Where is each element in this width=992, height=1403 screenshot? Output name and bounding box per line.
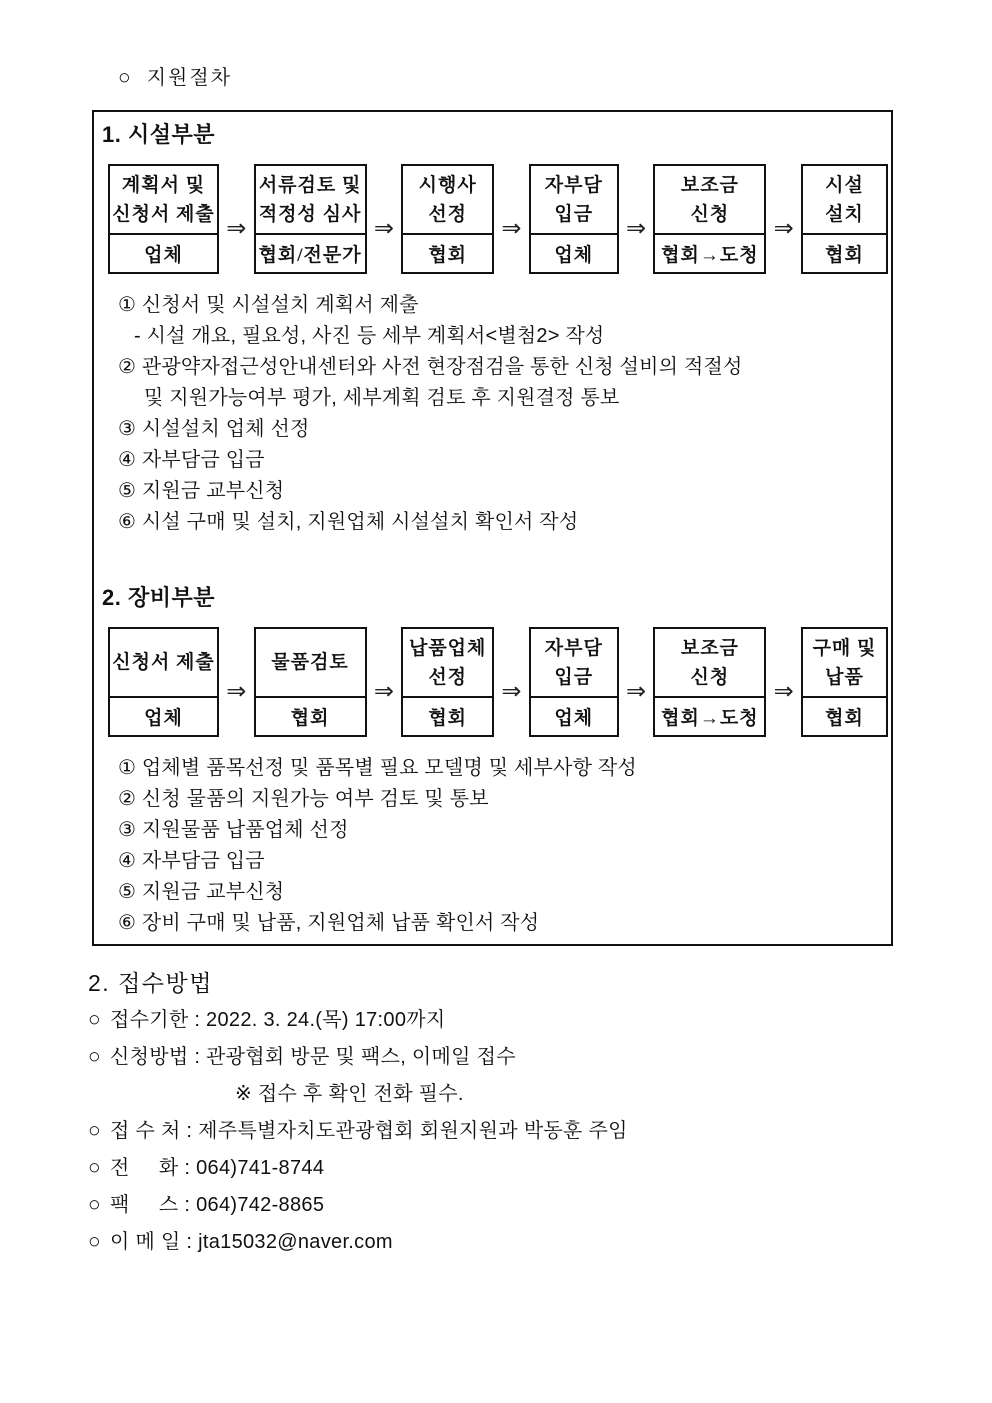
support-procedure-heading [118, 0, 992, 90]
flow-box-line1: 납품업체 [408, 637, 487, 659]
step-line: ⑥ 시설 구매 및 설치, 지원업체 시설설치 확인서 작성 [118, 511, 579, 533]
flow-box-equipment-6 [801, 627, 888, 737]
flow-box-owner: 협회→도청 [661, 245, 759, 266]
method-item-fax [88, 1193, 992, 1217]
step-line: ② 신청 물품의 지원가능 여부 검토 및 통보 [118, 788, 489, 810]
procedure-outline-box [92, 110, 893, 946]
method-item-text: 전 화 : 064)741-8744 [110, 1157, 325, 1179]
flow-arrow-icon: ⇒ [373, 215, 394, 242]
circle-bullet-icon: ○ [88, 1008, 101, 1031]
flow-box-line2: 입금 [554, 203, 594, 225]
flow-box-label [256, 629, 365, 698]
flow-box-line2: 선정 [428, 203, 468, 225]
flow-box-equipment-1 [108, 627, 219, 737]
flow-box-label [655, 166, 764, 235]
circle-bullet-icon: ○ [88, 1230, 101, 1253]
flow-box-line1: 보조금 [680, 637, 739, 659]
flow-box-label [110, 166, 217, 235]
application-method-list [88, 1008, 992, 1254]
facility-step-list [118, 290, 877, 538]
method-item-how-to-apply [88, 1045, 992, 1069]
flow-box-facility-6 [801, 164, 888, 274]
method-item-text: 접 수 처 : 제주특별자치도관광협회 회원지원과 박동훈 주임 [110, 1120, 628, 1142]
flow-box-owner: 협회 [428, 708, 468, 729]
application-method-title: 2. 접수방법 [88, 970, 213, 996]
flow-box-line2: 입금 [554, 666, 594, 688]
method-item-text: 팩 스 : 064)742-8865 [110, 1194, 325, 1216]
flow-arrow-icon: ⇒ [226, 215, 247, 242]
method-item-text: 접수기한 : 2022. 3. 24.(목) 17:00까지 [110, 1009, 446, 1031]
flow-arrow-icon: ⇒ [501, 678, 522, 705]
flow-box-owner: 협회 [290, 708, 330, 729]
circle-bullet-icon: ○ [88, 1193, 101, 1216]
step-line: ④ 자부담금 입금 [118, 449, 265, 471]
flow-box-line2: 신청서 제출 [112, 203, 215, 225]
flow-box-line2: 신청 [690, 666, 730, 688]
flow-box-owner: 협회/전문가 [258, 245, 362, 266]
flow-arrow-icon: ⇒ [373, 678, 394, 705]
step-line: ① 업체별 품목선정 및 품목별 필요 모델명 및 세부사항 작성 [118, 757, 637, 779]
flow-box-equipment-5 [653, 627, 766, 737]
flow-box-label [803, 166, 886, 235]
method-item-email [88, 1230, 992, 1254]
equipment-section-title: 2. 장비부분 [102, 585, 215, 610]
step-line: ⑤ 지원금 교부신청 [118, 881, 285, 903]
flow-box-owner: 업체 [144, 708, 183, 729]
flow-box-line2: 선정 [428, 666, 468, 688]
flow-arrow-icon: ⇒ [773, 678, 794, 705]
step-line: - 시설 개요, 필요성, 사진 등 세부 계획서<별첨2> 작성 [134, 325, 605, 347]
flow-box-label [803, 629, 886, 698]
flow-box-line1: 계획서 및 [121, 174, 206, 196]
method-item-phone [88, 1156, 992, 1180]
flow-box-label [403, 629, 492, 698]
circle-bullet-icon: ○ [88, 1119, 101, 1142]
flow-box-line1: 구매 및 [812, 637, 877, 659]
circle-bullet-icon: ○ [88, 1045, 101, 1068]
flow-box-label [531, 629, 617, 698]
flow-box-facility-4 [529, 164, 619, 274]
step-line: ③ 지원물품 납품업체 선정 [118, 819, 349, 841]
facility-section-title: 1. 시설부분 [102, 122, 215, 147]
method-item-text: ※ 접수 후 확인 전화 필수. [235, 1083, 464, 1105]
flow-box-line1: 물품검토 [271, 652, 349, 673]
flow-box-line2: 납품 [825, 666, 864, 688]
step-line: ④ 자부담금 입금 [118, 850, 265, 872]
flow-box-owner: 협회 [428, 245, 468, 266]
flow-box-line2: 신청 [690, 203, 730, 225]
circle-bullet-icon: ○ [118, 66, 133, 89]
step-line: 및 지원가능여부 평가, 세부계획 검토 후 지원결정 통보 [144, 387, 620, 409]
step-line: ⑤ 지원금 교부신청 [118, 480, 285, 502]
flow-box-owner: 업체 [554, 245, 594, 266]
flow-box-label [256, 166, 365, 235]
flow-box-owner: 업체 [144, 245, 183, 266]
flow-box-line1: 시설 [825, 174, 864, 196]
flow-box-facility-2 [254, 164, 367, 274]
method-item-text: 이 메 일 : jta15032@naver.com [110, 1231, 393, 1253]
flow-box-facility-5 [653, 164, 766, 274]
method-item-reception-office [88, 1119, 992, 1143]
flow-box-label [110, 629, 217, 698]
flow-box-line1: 자부담 [544, 637, 603, 659]
flow-arrow-icon: ⇒ [626, 215, 647, 242]
method-item-deadline [88, 1008, 992, 1032]
method-item-note [88, 1082, 992, 1106]
flow-box-line2: 적정성 심사 [258, 203, 362, 225]
flow-arrow-icon: ⇒ [501, 215, 522, 242]
flow-arrow-icon: ⇒ [226, 678, 247, 705]
flow-box-facility-3 [401, 164, 494, 274]
flow-box-equipment-2 [254, 627, 367, 737]
flow-arrow-icon: ⇒ [626, 678, 647, 705]
step-line: ② 관광약자접근성안내센터와 사전 현장점검을 통한 신청 설비의 적절성 [118, 356, 743, 378]
equipment-step-list [118, 753, 877, 939]
flow-box-owner: 협회→도청 [661, 708, 759, 729]
flow-box-line1: 자부담 [544, 174, 603, 196]
flow-box-line1: 서류검토 및 [258, 174, 362, 196]
flow-box-owner: 업체 [554, 708, 594, 729]
flow-box-equipment-3 [401, 627, 494, 737]
circle-bullet-icon: ○ [88, 1156, 101, 1179]
equipment-flowchart [108, 627, 888, 737]
flow-box-line1: 보조금 [680, 174, 739, 196]
empty-bullet [88, 1082, 110, 1106]
facility-flowchart [108, 164, 888, 274]
flow-box-line2: 설치 [825, 203, 864, 225]
method-item-text: 신청방법 : 관광협회 방문 및 팩스, 이메일 접수 [110, 1046, 516, 1068]
flow-arrow-icon: ⇒ [773, 215, 794, 242]
step-line: ③ 시설설치 업체 선정 [118, 418, 310, 440]
flow-box-owner: 협회 [825, 245, 864, 266]
flow-box-equipment-4 [529, 627, 619, 737]
flow-box-line1: 신청서 제출 [112, 652, 215, 673]
flow-box-line1: 시행사 [418, 174, 477, 196]
step-line: ⑥ 장비 구매 및 납품, 지원업체 납품 확인서 작성 [118, 912, 540, 934]
support-procedure-heading-label: 지원절차 [146, 67, 232, 89]
flow-box-facility-1 [108, 164, 219, 274]
flow-box-label [655, 629, 764, 698]
flow-box-owner: 협회 [825, 708, 864, 729]
flow-box-label [403, 166, 492, 235]
step-line: ① 신청서 및 시설설치 계획서 제출 [118, 294, 419, 316]
flow-box-label [531, 166, 617, 235]
